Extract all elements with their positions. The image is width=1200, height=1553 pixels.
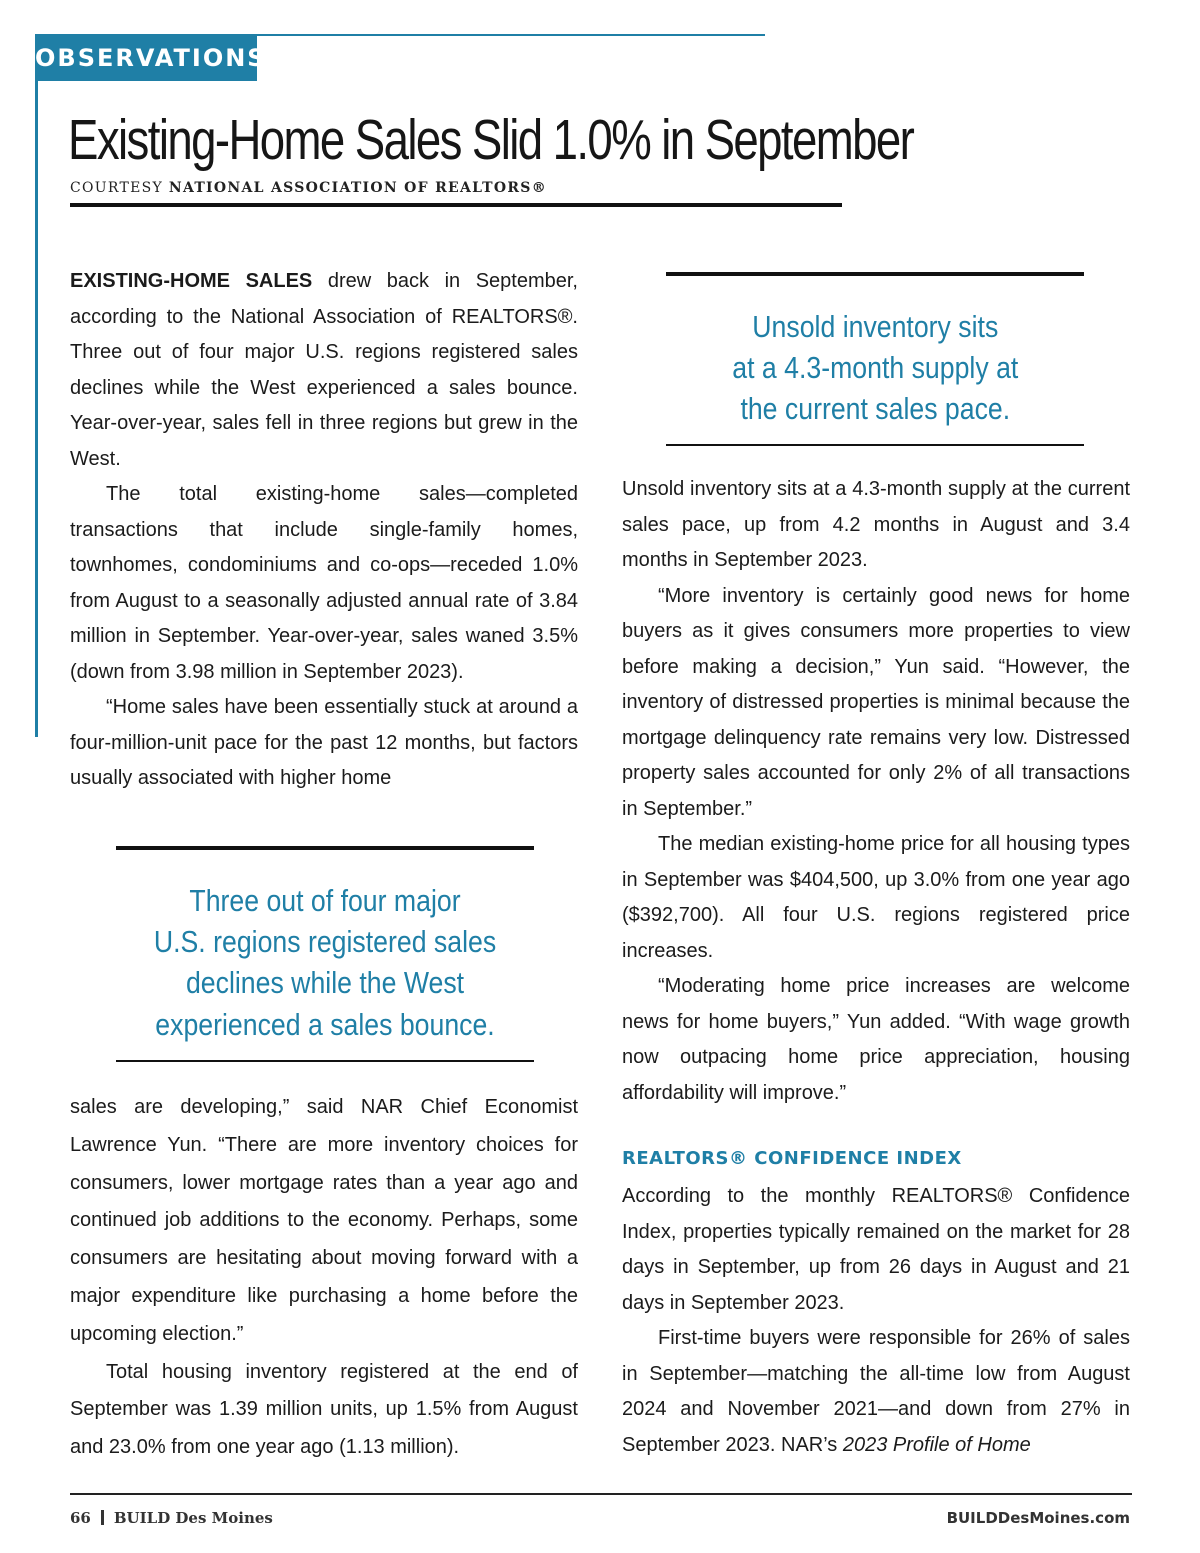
subhead-confidence-index: REALTORS® CONFIDENCE INDEX	[622, 1148, 962, 1169]
pull-quote-right-line-1: Unsold inventory sits	[752, 309, 998, 344]
courtesy-source: NATIONAL ASSOCIATION OF REALTORS®	[168, 180, 548, 196]
pull-quote-right-line-2: at a 4.3-month supply at	[731, 350, 1019, 386]
pull-quote-left	[116, 880, 534, 1045]
pull-quote-right	[666, 306, 1084, 430]
courtesy-prefix: COURTESY	[70, 180, 164, 196]
right-paragraph-6: First-time buyers were responsible for 26% of sales in September—matching the all-time low from August 2024 and November 2021—and down from 27% in September 2023. NAR’s	[622, 1327, 1130, 1456]
right-paragraph-5: According to the monthly REALTORS® Confidence Index, properties typically remained on the market for 28 days in September, up from 26 days in August and 21 days in September 2023.	[622, 1185, 1130, 1314]
right-paragraph-1: Unsold inventory sits at a 4.3-month supply at the current sales pace, up from 4.2 months in August and 3.4 months in September 2023.	[622, 478, 1130, 571]
pull-quote-left-line-2: U.S. regions registered sales	[153, 924, 497, 960]
courtesy-line	[70, 180, 547, 196]
footer-left	[70, 1509, 273, 1527]
page-number: 66	[70, 1509, 91, 1527]
pull-quote-right-line-3: the current sales pace.	[740, 391, 1010, 427]
right-paragraph-2: “More inventory is certainly good news for home buyers as it gives consumers more properties to view before making a decision,” Yun said. “However, the inventory of distressed properties is minimal because the mortgage delinquency rate remains very low. Distressed property sales accounted for only 2% of all transactions in September.”	[622, 584, 1130, 820]
pull-quote-right-bottom-rule	[666, 444, 1084, 446]
right-paragraph-4: “Moderating home price increases are welcome news for home buyers,” Yun added. “With wage growth now outpacing home price appreciation, housing affordability will improve.”	[622, 975, 1130, 1104]
section-tag: OBSERVATIONS	[35, 36, 257, 81]
left-paragraph-3-end: sales are developing,” said NAR Chief Economist Lawrence Yun. “There are more inventory choices for consumers, lower mortgage rates than a year ago and continued job additions to the economy. Perhaps, some consumers are hesitating about moving forward with a major expenditure like purchasing a home before the upcoming election.”	[70, 1096, 578, 1345]
pull-quote-left-line-4: experienced a sales bounce.	[155, 1006, 495, 1042]
right-column-bottom	[622, 1179, 1130, 1463]
footer-separator	[101, 1510, 104, 1525]
right-paragraph-3: The median existing-home price for all housing types in September was $404,500, up 3.0% from one year ago ($392,700). All four U.S. regions registered price increases.	[622, 833, 1130, 962]
left-paragraph-1: drew back in September, according to the National Association of REALTORS®. Three out of four major U.S. regions registered sales declines while the West experienced a sales bounce. Year-over-year, sales fell in three regions but grew in the West.	[70, 270, 578, 470]
pull-quote-right-top-rule	[666, 272, 1084, 276]
lead-in: EXISTING-HOME SALES	[70, 270, 313, 292]
left-paragraph-2: The total existing-home sales—completed transactions that include single-family homes, townhomes, condominiums and co-ops—receded 1.0% from August to a seasonally adjusted annual rate of 3.84 million in September. Year-over-year, sales waned 3.5% (down from 3.98 million in September 2023).	[70, 483, 578, 683]
publication-name: BUILD Des Moines	[113, 1509, 273, 1527]
pull-quote-left-bottom-rule	[116, 1060, 534, 1062]
left-paragraph-4: Total housing inventory registered at the end of September was 1.39 million units, up 1.5% from August and 23.0% from one year ago (1.13 million).	[70, 1360, 578, 1459]
headline-rule	[70, 203, 842, 207]
profile-title: 2023 Profile of Home	[842, 1433, 1031, 1456]
footer-website: BUILDDesMoines.com	[946, 1509, 1130, 1527]
pull-quote-left-top-rule	[116, 846, 534, 850]
left-column-top	[70, 264, 578, 797]
headline: Existing-Home Sales Slid 1.0% in September	[68, 108, 914, 172]
left-paragraph-3-start: “Home sales have been essentially stuck at around a four-million-unit pace for the past 12 months, but factors usually associated with higher home	[70, 696, 578, 789]
right-column-top	[622, 472, 1130, 1111]
header-left-rule	[35, 34, 38, 737]
left-column-bottom	[70, 1089, 578, 1467]
pull-quote-left-line-1: Three out of four major	[189, 883, 461, 918]
pull-quote-left-line-3: declines while the West	[185, 965, 465, 1001]
footer-rule	[70, 1493, 1132, 1495]
